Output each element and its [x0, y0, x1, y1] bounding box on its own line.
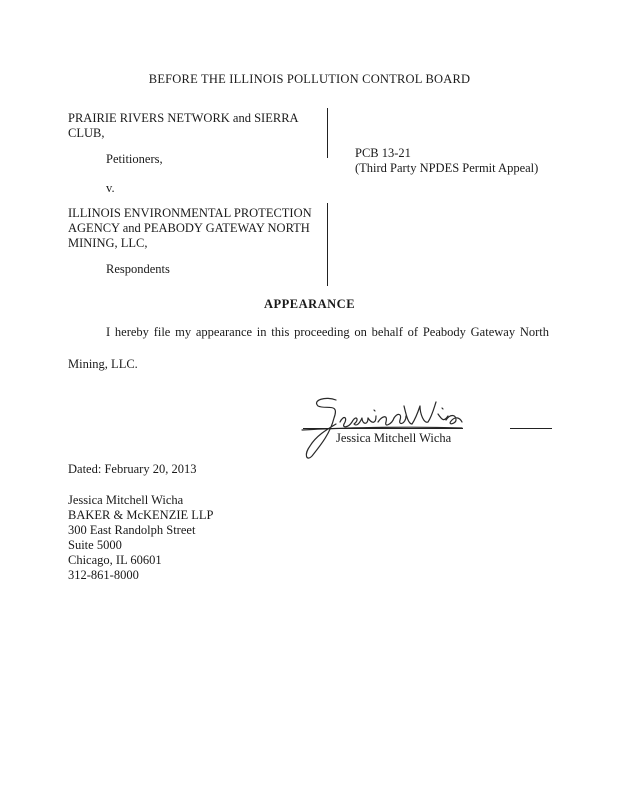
- address-street: 300 East Randolph Street: [68, 523, 196, 537]
- handwritten-signature: [296, 384, 466, 464]
- address-suite: Suite 5000: [68, 538, 122, 552]
- respondents-line-2: AGENCY and PEABODY GATEWAY NORTH: [68, 221, 310, 235]
- board-title: BEFORE THE ILLINOIS POLLUTION CONTROL BOARD: [148, 72, 471, 86]
- date-line: Dated: February 20, 2013: [68, 462, 197, 476]
- signature-line: [303, 428, 463, 429]
- case-number: PCB 13-21: [355, 146, 411, 160]
- address-city: Chicago, IL 60601: [68, 553, 162, 567]
- respondents-line-3: MINING, LLC,: [68, 236, 148, 250]
- case-description: (Third Party NPDES Permit Appeal): [355, 161, 539, 175]
- petitioners-label: Petitioners,: [106, 152, 163, 166]
- petitioners-line-1: PRAIRIE RIVERS NETWORK and SIERRA: [68, 111, 299, 125]
- versus-label: v.: [106, 181, 115, 195]
- appearance-paragraph-line-2: Mining, LLC.: [68, 357, 138, 371]
- respondents-line-1: ILLINOIS ENVIRONMENTAL PROTECTION: [68, 206, 312, 220]
- respondents-label: Respondents: [106, 262, 170, 276]
- signature-line-extension: [510, 428, 552, 429]
- appearance-heading: APPEARANCE: [263, 297, 356, 311]
- address-firm: BAKER & McKENZIE LLP: [68, 508, 214, 522]
- signer-name: Jessica Mitchell Wicha: [336, 431, 452, 445]
- appearance-paragraph-line-1: I hereby file my appearance in this proceeding on behalf of Peabody Gateway North: [106, 325, 549, 339]
- address-phone: 312-861-8000: [68, 568, 139, 582]
- caption-divider-bottom: [327, 203, 328, 286]
- caption-divider-top: [327, 108, 328, 158]
- petitioners-line-2: CLUB,: [68, 126, 105, 140]
- address-name: Jessica Mitchell Wicha: [68, 493, 184, 507]
